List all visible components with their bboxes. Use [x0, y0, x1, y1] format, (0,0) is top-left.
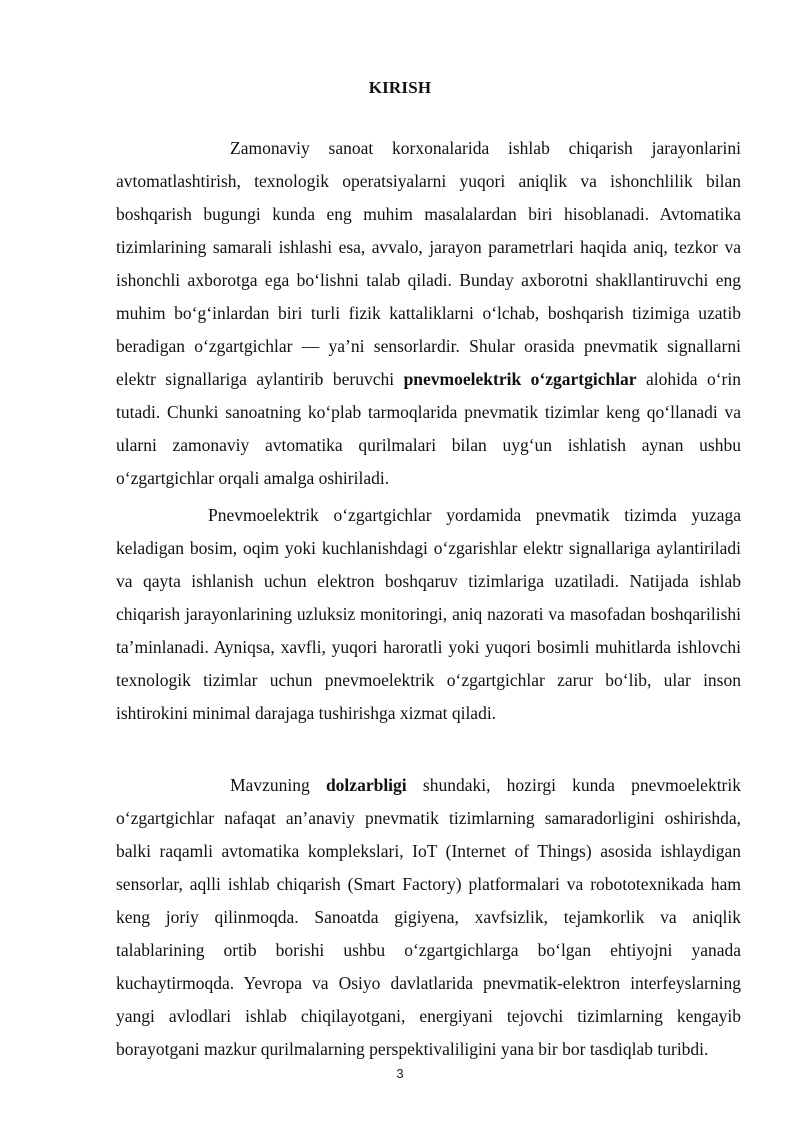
paragraph-function: Pnevmoelektrik o‘zgartgichlar yordamida pnevmatik tizimda yuzaga keladigan bosim, oqim yoki kuchlanishdagi o‘zgarishlar elektr signallariga aylantiriladi va qayta ishlanish uchun elektron boshqaruv tizimlariga uzatiladi. Natijada ishlab chiqarish jarayonlarining uzluksiz monitoringi, aniq nazorati va masofadan boshqarilishi ta’minlanadi. Ayniqsa, xavfli, yuqori haroratli yoki yuqori bosimli muhitlarda ishlovchi texnologik tizimlar uchun pnevmoelektrik o‘zgartgichlar zarur bo‘lib, ular inson ishtirokini minimal darajaga tushirishga xizmat qiladi.: [116, 504, 741, 723]
paragraph-text: Mavzuning: [230, 774, 326, 795]
bold-term: pnevmoelektrik o‘zgartgichlar: [403, 368, 637, 389]
bold-term: dolzarbligi: [325, 774, 407, 795]
page-title: KIRISH: [368, 78, 432, 97]
paragraph-text: shundaki, hozirgi kunda pnevmoelektrik o‘zgartgichlar nafaqat an’anaviy pnevmatik tizimlarning samaradorligini oshirishda, balki raqamli avtomatika komplekslari, IoT (Internet of Things) asosida ishlaydigan sensorlar, aqlli ishlab chiqarish (Smart Factory) platformalari va robototexnikada ham keng joriy qilinmoqda. Sanoatda gigiyena, xavfsizlik, tejamkorlik va aniqlik talablarining ortib borishi ushbu o‘zgartgichlarga bo‘lgan ehtiyojni yanada kuchaytirmoqda. Yevropa va Osiyo davlatlarida pnevmatik-elektron interfeyslarning yangi avlodlari ishlab chiqilayotgani, energiyani tejovchi tizimlarning kengayib borayotgani mazkur qurilmalarning perspektivaliligini yana bir bor tasdiqlab turibdi.: [116, 774, 741, 1059]
page-number: 3: [396, 1066, 404, 1081]
paragraph-intro: [116, 132, 741, 495]
paragraph-text: alohida o‘rin tutadi. Chunki sanoatning ko‘plab tarmoqlarida pnevmatik tizimlar keng qo‘llanadi va ularni zamonaviy avtomatika qurilmalari bilan uyg‘un ishlatish aynan ushbu o‘zgartgichlar orqali amalga oshiriladi.: [116, 368, 742, 488]
paragraph-text: Zamonaviy sanoat korxonalarida ishlab chiqarish jarayonlarini avtomatlashtirish, texnologik operatsiyalarni yuqori aniqlik va ishonchlilik bilan boshqarish bugungi kunda eng muhim masalalardan biri hisoblanadi. Avtomatika tizimlarining samarali ishlashi esa, avvalo, jarayon parametrlari haqida aniq, tezkor va ishonchli axborotga ega bo‘lishni talab qiladi. Bunday axborotni shakllantiruvchi eng muhim bo‘g‘inlardan biri turli fizik kattaliklarni o‘lchab, boshqarish tizimiga uzatib beradigan o‘zgartgichlar — ya’ni sensorlardir. Shular orasida pnevmatik signallarni elektr signallariga aylantirib beruvchi: [116, 137, 741, 389]
paragraph-relevance: [116, 769, 741, 1066]
